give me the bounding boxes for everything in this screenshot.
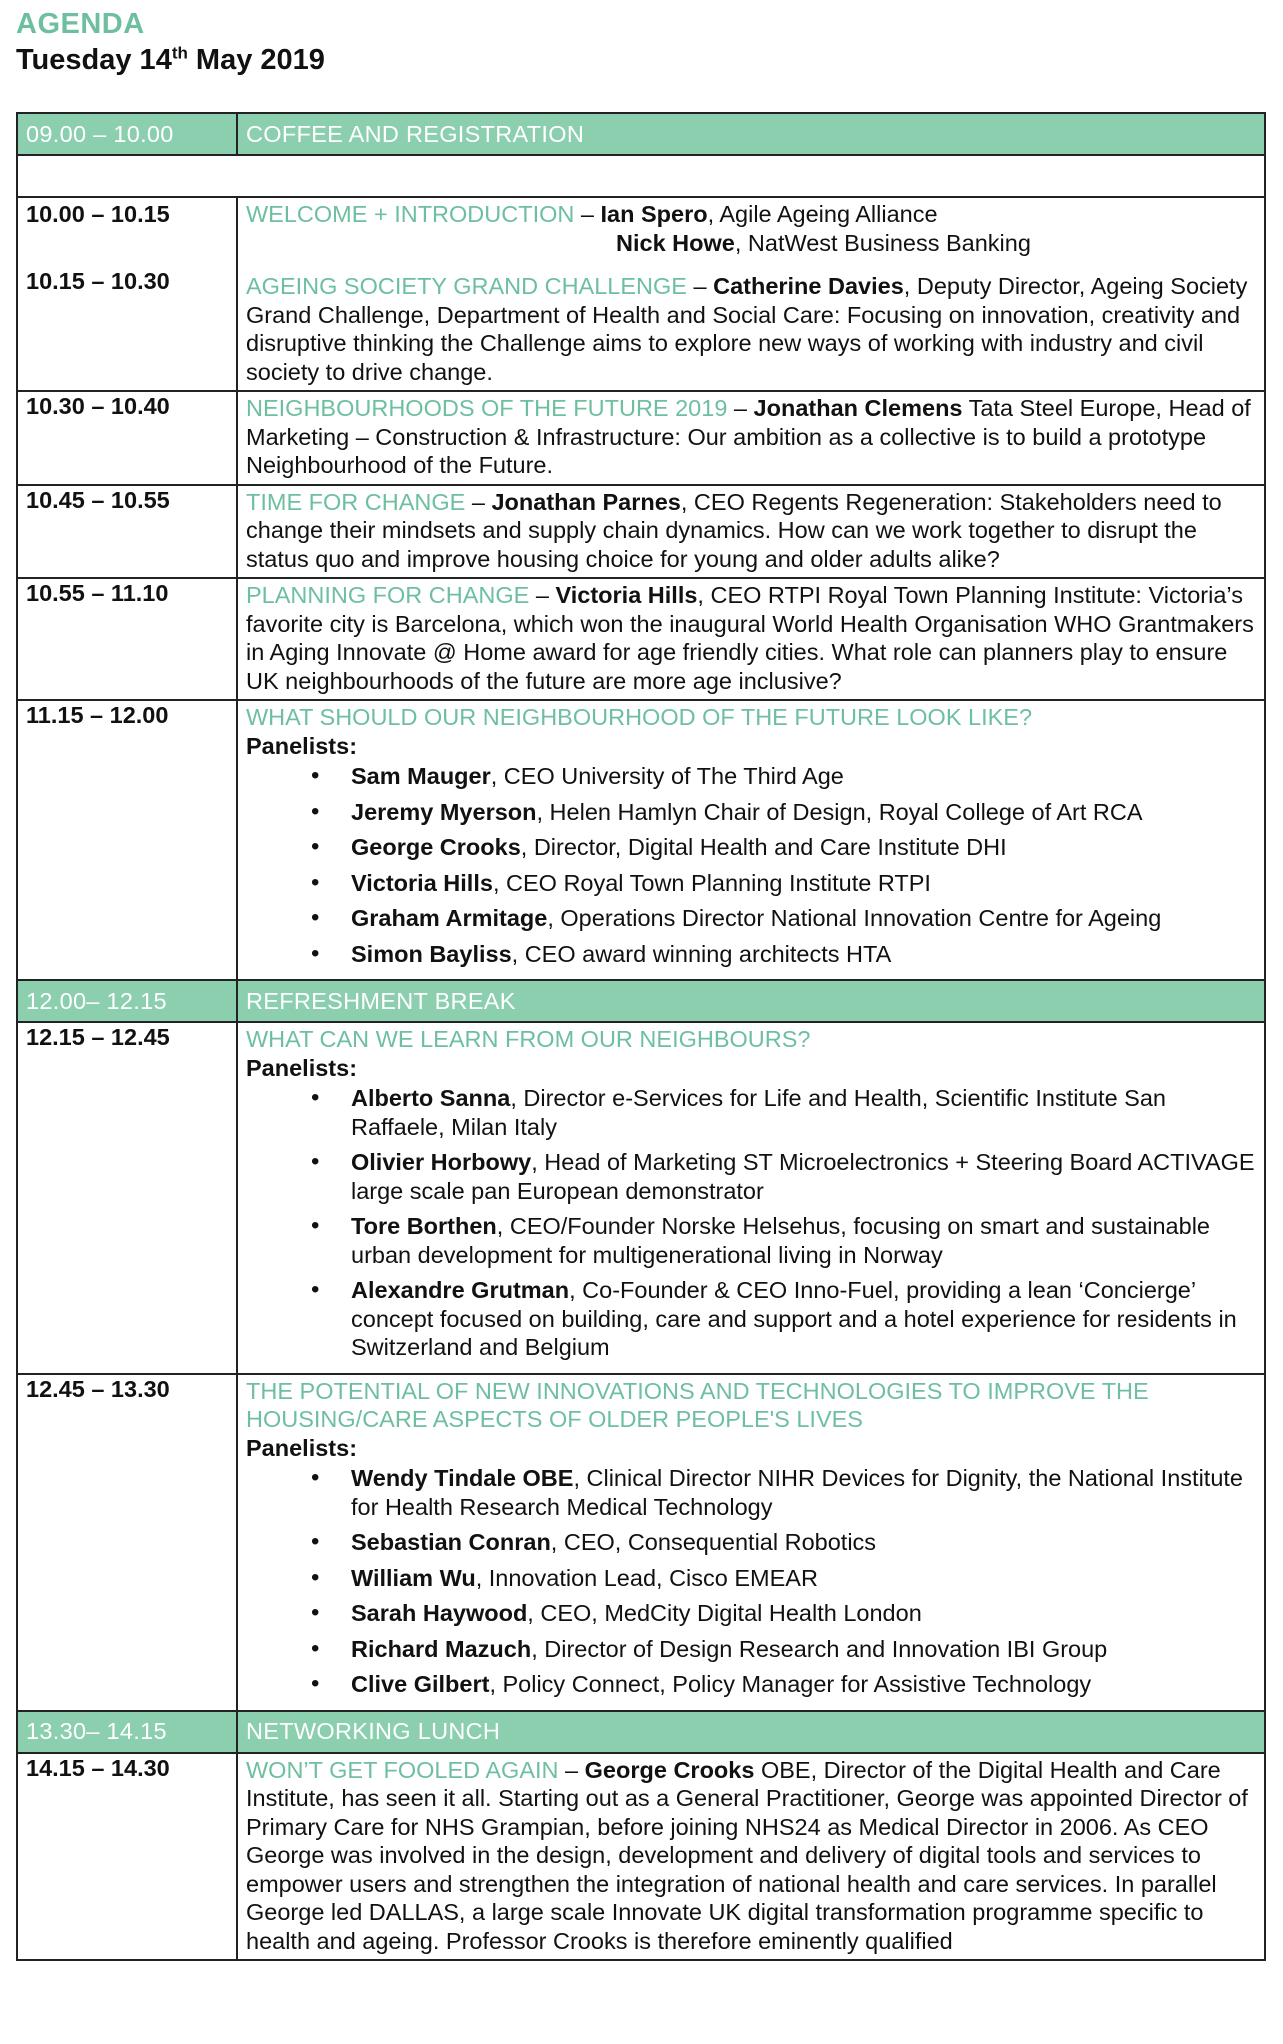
session-title: WON’T GET FOOLED AGAIN [246,1756,559,1783]
panelist-role: , CEO/Founder Norske Helsehus, focusing on smart and sustainable urban development for multigenerational living in Norway [351,1213,1210,1268]
title-separator: – [574,201,601,227]
speaker-name: Jonathan Parnes [491,488,681,515]
panelist-list [246,1084,1256,1362]
panelist-role: , Clinical Director NIHR Devices for Dignity, the National Institute for Health Research Medical Technology [351,1465,1243,1520]
panelist-name: Graham Armitage [351,905,548,931]
session-description: , CEO RTPI Royal Town Planning Institute: Victoria’s favorite city is Barcelona, which won the inaugural World Health Organisation WHO Grantmakers in Aging Innovate @ Home award for age friendly cities. What role can planners play to ensure UK neighbourhoods of the future are more age inclusive? [246,582,1254,694]
session-title: COFFEE AND REGISTRATION [237,113,1265,155]
title-separator: – [529,582,556,608]
title-separator: – [727,395,754,421]
session-title: AGEING SOCIETY GRAND CHALLENGE [246,273,687,299]
panelist-item [351,1212,1256,1269]
session-row-break [17,980,1265,1022]
session-time: 10.15 – 10.30 [26,267,170,294]
speaker-org: , NatWest Business Banking [734,229,1031,256]
panelist-name: Wendy Tindale OBE [351,1465,574,1491]
panelist-name: William Wu [351,1564,476,1591]
date-prefix: Tuesday 14 [16,44,172,76]
second-speaker-line [246,229,1256,258]
session-row-panel-innovations [17,1374,1265,1711]
panelist-name: Sebastian Conran [351,1529,551,1555]
spacer-cell [17,155,1265,197]
session-time: 09.00 – 10.00 [17,113,237,155]
panel-block [246,701,1256,979]
session-row-panel-future [17,700,1265,980]
session-title: THE POTENTIAL OF NEW INNOVATIONS AND TECHNOLOGIES TO IMPROVE THE HOUSING/CARE ASPECTS OF OLDER PEOPLE'S LIVES [246,1377,1149,1432]
panelists-label: Panelists: [246,1434,358,1461]
session-time: 10.55 – 11.10 [17,578,237,700]
title-separator: – [686,273,714,299]
panelists-label: Panelists: [246,732,358,759]
session-row-welcome [17,197,1265,391]
panelist-role: , Head of Marketing ST Microelectronics + Steering Board ACTIVAGE large scale pan European demonstrator [351,1149,1255,1204]
spacer-row [17,155,1265,197]
panelist-role: , Operations Director National Innovation Centre for Ageing [547,905,1162,931]
panelist-item [351,762,1256,791]
session-description: , Deputy Director, Ageing Society Grand Challenge, Department of Health and Social Care: Focusing on innovation, creativity and disruptive thinking the Challenge aims to explore new ways of working with industry and civil society to drive change. [246,273,1248,385]
panelist-item [351,1084,1256,1141]
session-detail [237,578,1265,700]
panelist-role: , CEO, MedCity Digital Health London [527,1600,922,1626]
panelist-list [246,762,1256,968]
speaker-org: , Agile Ageing Alliance [707,201,938,227]
panelist-name: Olivier Horbowy [351,1149,532,1175]
panelist-item [351,798,1256,827]
speaker-name: George Crooks [584,1756,755,1783]
session-time: 10.00 – 10.15 [26,201,170,227]
session-time-cell [17,197,237,391]
panelist-name: Alberto Sanna [351,1085,511,1111]
page-header [16,6,325,78]
panelist-name: Jeremy Myerson [351,798,537,825]
session-title: NETWORKING LUNCH [237,1711,1265,1753]
panelist-list [246,1464,1256,1699]
session-title: WHAT CAN WE LEARN FROM OUR NEIGHBOURS? [246,1026,811,1052]
panelist-name: Richard Mazuch [351,1635,532,1662]
panelist-role: , Director e-Services for Life and Health, Scientific Institute San Raffaele, Milan Italy [351,1085,1166,1140]
panel-block [246,1375,1256,1710]
session-row-fooled [17,1753,1265,1961]
panelist-role: , CEO award winning architects HTA [511,940,892,967]
session-detail [237,1374,1265,1711]
panelist-name: Tore Borthen [351,1213,497,1239]
session-row-planning [17,578,1265,700]
panelist-role: , CEO, Consequential Robotics [550,1529,877,1555]
time-for-change-block [246,486,1256,578]
session-title: TIME FOR CHANGE [246,488,466,515]
panelist-name: Victoria Hills [351,869,493,896]
panelist-role: , CEO University of The Third Age [490,763,844,789]
panelist-item [351,1670,1256,1699]
speaker-name: Jonathan Clemens [753,395,963,421]
session-title: WELCOME + INTRODUCTION [246,201,575,227]
panelist-role: , Innovation Lead, Cisco EMEAR [475,1564,818,1591]
panelist-item [351,869,1256,898]
panelist-item [351,1464,1256,1521]
session-detail [237,485,1265,579]
date-suffix: May 2019 [187,44,325,76]
panelist-role: , CEO Royal Town Planning Institute RTPI [492,869,931,896]
session-title: PLANNING FOR CHANGE [246,582,530,608]
panelist-item [351,1148,1256,1205]
time-gap [26,233,228,265]
session-detail [237,197,1265,391]
session-time: 12.15 – 12.45 [17,1022,237,1374]
planning-block [246,579,1256,699]
panelists-label: Panelists: [246,1054,358,1081]
panelist-item [351,833,1256,862]
panelist-item [351,1599,1256,1628]
agenda-label: AGENDA [16,8,145,40]
session-detail [237,1022,1265,1374]
session-description: Tata Steel Europe, Head of Marketing – Construction & Infrastructure: Our ambition as a collective is to build a prototype Neighbourhood of the Future. [246,395,1251,478]
panelist-item [351,1564,1256,1593]
panelist-name: Simon Bayliss [351,940,512,967]
neighbourhoods-block [246,392,1256,484]
session-description: OBE, Director of the Digital Health and Care Institute, has seen it all. Starting out as a General Practitioner, George was appointed Director of Primary Care for NHS Grampian, before joining NHS24 as Medical Director in 2006. As CEO George was involved in the design, development and delivery of digital tools and services to empower users and strengthen the integration of national health and care services. In parallel George led DALLAS, a large scale Innovate UK digital transformation programme specific to health and ageing. Professor Crooks is therefore eminently qualified [246,1756,1248,1954]
panelist-name: George Crooks [351,834,521,860]
session-title: REFRESHMENT BREAK [237,980,1265,1022]
session-time: 10.30 – 10.40 [17,391,237,485]
title-separator: – [465,488,492,515]
panel-block [246,1023,1256,1373]
title-separator: – [558,1756,585,1783]
session-row-coffee [17,113,1265,155]
session-time: 13.30– 14.15 [17,1711,237,1753]
panelist-name: Alexandre Grutman [351,1277,570,1303]
session-time: 12.45 – 13.30 [17,1374,237,1711]
session-time: 10.45 – 10.55 [17,485,237,579]
grand-challenge-block [246,270,1256,390]
speaker-name: Ian Spero [600,201,708,227]
session-row-neighbourhoods [17,391,1265,485]
session-time: 14.15 – 14.30 [17,1753,237,1961]
session-detail [237,1753,1265,1961]
panelist-role: , Policy Connect, Policy Manager for Assistive Technology [489,1671,1092,1697]
panelist-role: , Director, Digital Health and Care Institute DHI [520,834,1007,860]
fooled-block [246,1754,1256,1960]
panelist-role: , Helen Hamlyn Chair of Design, Royal College of Art RCA [536,798,1143,825]
agenda-table [16,112,1266,1961]
agenda-date [16,42,325,78]
session-detail [237,391,1265,485]
session-description: , CEO Regents Regeneration: Stakeholders need to change their mindsets and supply chain dynamics. How can we work together to disrupt the status quo and improve housing choice for young and older adults alike? [246,488,1222,572]
session-time: 12.00– 12.15 [17,980,237,1022]
session-row-time-for-change [17,485,1265,579]
panelist-name: Clive Gilbert [351,1671,490,1697]
session-title: NEIGHBOURHOODS OF THE FUTURE 2019 [246,395,728,421]
panelist-name: Sarah Haywood [351,1600,528,1626]
session-row-panel-neighbours [17,1022,1265,1374]
panelist-item [351,1276,1256,1362]
session-detail [237,700,1265,980]
session-title: WHAT SHOULD OUR NEIGHBOURHOOD OF THE FUTURE LOOK LIKE? [246,704,1033,730]
welcome-block [246,198,1256,261]
panelist-role: , Director of Design Research and Innovation IBI Group [531,1635,1108,1662]
panelist-role: , Co-Founder & CEO Inno-Fuel, providing a lean ‘Concierge’ concept focused on building, care and support and a hotel experience for residents in Switzerland and Belgium [351,1277,1237,1360]
panelist-name: Sam Mauger [351,763,491,789]
session-time: 11.15 – 12.00 [17,700,237,980]
speaker-name: Catherine Davies [713,273,904,299]
panelist-item [351,940,1256,969]
speaker-name: Victoria Hills [555,582,698,608]
speaker-name: Nick Howe [616,229,735,256]
panelist-item [351,904,1256,933]
panelist-item [351,1635,1256,1664]
block-gap [246,261,1256,270]
panelist-item [351,1528,1256,1557]
date-superscript: th [171,43,188,63]
session-row-lunch [17,1711,1265,1753]
